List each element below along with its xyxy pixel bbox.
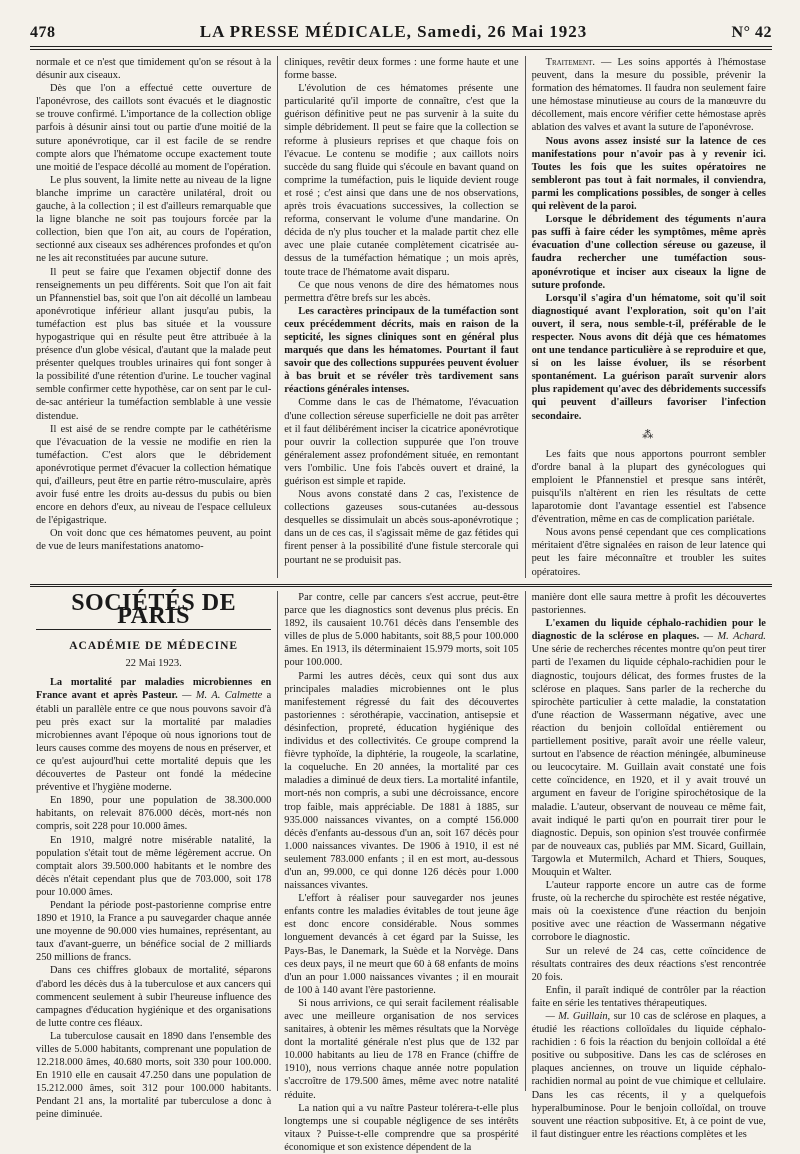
- paragraph: Le plus souvent, la limite nette au niveau de la ligne blanche imprime un caractère unilatéral, droit ou gauche, à la collection ; il est d'ailleurs remarquable que la ligne blanche ne soit pas toujours forcée par la collection, bien que l'on ait, au cours de l'opération, sectionné aux ciseaux ses adhérences profondes et qu'on ne les ait reconstituées par aucune suture.: [36, 174, 272, 265]
- author: — M. Achard.: [699, 631, 766, 643]
- subsection-heading: La mortalité par maladies microbiennes en France avant et après Pasteur.: [36, 677, 272, 702]
- academy-heading: ACADÉMIE DE MÉDECINE: [69, 640, 239, 653]
- paragraph: La nation qui a vu naître Pasteur tolérera-t-elle plus longtemps une si coupable négligence de ses intérêts vitaux ? Puisse-t-elle comprendre que sa prospérité économique et son existence dépendent de la: [284, 1102, 519, 1153]
- paragraph: normale et ce n'est que timidement qu'on se résout à la désunir aux ciseaux.: [36, 57, 272, 82]
- paragraph: La tuberculose causait en 1890 dans l'ensemble des villes de 5.000 habitants, comprenant une population de 12.218.000 âmes, 40.680 morts, soit 330 pour 100.000. En 1910 elle en causait 47.250 dans une population de 15.212.000 âmes, soit 312 pour 100.000 habitants. Pendant 21 ans, la mortalité par tuberculose a donc à peine diminuée.: [36, 1030, 272, 1121]
- paragraph: Sur un relevé de 24 cas, cette coïncidence de résultats contraires des deux réactions s'est rencontrée 20 fois.: [531, 945, 766, 983]
- paragraph: cliniques, revêtir deux formes : une forme haute et une forme basse.: [284, 57, 519, 82]
- page-number: 478: [30, 24, 56, 41]
- section-title: SOCIÉTÉS DE PARIS: [36, 597, 271, 630]
- upper-column-3: [525, 56, 772, 578]
- paragraph: Lorsqu'il s'agira d'un hématome, soit qu'il soit diagnostiqué avant l'exploration, soit qu'on l'ait ouvert, il sera, nous semble-t-il, préférable de le respecter. Nous avons dit déjà que ces hématomes ont une tendance particulière à se reproduire et que, si on les laisse évoluer, ils se résorbent spontanément. La guérison paraît survenir alors plus rapidement qu'avec des débridements successifs qui peuvent d'ailleurs favoriser l'infection secondaire.: [531, 292, 766, 422]
- paragraph: Nous avons pensé cependant que ces complications méritaient d'être signalées en raison de leur latence qui peut les faire méconnaître et troubler les suites opératoires.: [531, 527, 766, 578]
- paragraph: Nous avons assez insisté sur la latence de ces manifestations pour n'avoir pas à y revenir ici. Toutes les fois que les suites opératoires ne sembleront pas tout à fait normales, il conviendra, parmi les complications possibles, de songer à celles qui relèvent de la paroi.: [531, 135, 766, 213]
- upper-column-2: [277, 56, 524, 578]
- session-date: 22 Mai 1923.: [125, 658, 182, 670]
- newspaper-page: [30, 22, 772, 1153]
- paragraph: L'effort à réaliser pour sauvegarder nos jeunes enfants contre les maladies évitables de tout jeune âge est donc encore considérable. Nous sommes longuement devancés à cet égard par la Suisse, les Pays-Bas, le Danemark, la Suède et la Norvège. Dans ces deux pays, il ne meurt que 60 à 68 enfants de moins d'un an pour 1.000 naissances vivantes ; il en mourait de 100 à 140 avant l'ère pastorienne.: [284, 893, 519, 996]
- paragraph: Pendant la période post-pastorienne comprise entre 1890 et 1910, la France a pu sauvegarder chaque année une moyenne de 90.000 vies humaines, représentant, au taux d'avant-guerre, un bénéfice social de 2 milliards 250 millions de francs.: [36, 899, 272, 964]
- lower-column-1: [30, 590, 277, 1121]
- issue-number: N° 42: [731, 24, 772, 41]
- paragraph: [36, 676, 271, 794]
- article-lower: [30, 590, 772, 1153]
- paragraph: Dès que l'on a effectué cette ouverture de l'aponévrose, des caillots sont évacués et le diagnostic se trouve confirmé. L'importance de la collection oblige parfois à désunir ainsi tout ou partie d'une moitié de la suture aponévrotique, car il est facile de se rendre compte alors que l'hématome occupe exactement toute une moitié de l'espace décollé au moment de l'opération.: [36, 83, 272, 173]
- paragraph-text: Une série de recherches récentes montre qu'on peut tirer parti de l'examen du liquide céphalo-rachidien pour le diagnostic, toujours délicat, des formes frustes de la sclérose en plaques. Sans parler de la recherche du spirochète particulier à cette maladie, la constatation d'une réaction de Wassermann négative, avec une réaction du benjoin colloïdal entièrement ou partiellement positive, paraît avoir une réelle valeur, surtout en l'absence de réaction méningée, albumineuse ou leucocytaire. M. Guillain avait constaté une fois cette coïncidence, en 1920, et il y avait trouvé un argument en faveur de l'origine spirochétosique de la maladie. L'auteur, observant de nouveau ce même fait, avait indiqué le parti qu'on en pourrait tirer pour le diagnostic. Depuis, son opinion s'est trouvée confirmée par de nouveaux cas, publiés par MM. Sicard, Guillain, Targowla et Mutermilch, Achard et Thiers, Souques, Mouquin et Walter.: [531, 644, 766, 878]
- paragraph: Lorsque le débridement des téguments n'aura pas suffi à faire céder les symptômes, même après évacuation d'une collection séreuse ou gazeuse, il faudra rechercher une tuméfaction sous-aponévrotique et inciser aux ciseaux la ligne de suture profonde.: [531, 214, 766, 291]
- section-lead: Traitement.: [545, 57, 595, 68]
- paragraph: [532, 617, 766, 879]
- author: — M. Guillain,: [545, 1011, 611, 1022]
- section-separator: [30, 584, 772, 587]
- paragraph: L'auteur rapporte encore un autre cas de forme fruste, où la recherche du spirochète est restée négative, mais où la coexistence d'une réaction du benjoin positive avec une réaction de Wassermann négative corrobore le diagnostic.: [531, 880, 766, 944]
- paragraph-text: sur 10 cas de sclérose en plaques, a étudié les réactions colloïdales du liquide céphalo-rachidien : 6 fois la réaction du benjoin colloïdal a été positive ou subpositive. Dans les cas de scléroses en plaques anciennes, on trouve un liquide céphalo-rachidien normal au point de vue chimique et cellulaire. Dans les cas récents, il y a quelquefois hyperalbuminose. Pour le benjoin colloïdal, on trouve souvent une réaction subpositive. Et, à ce point de vue, il faut distinguer entre les réactions complètes et les: [531, 1011, 766, 1140]
- paragraph: Parmi les autres décès, ceux qui sont dus aux principales maladies microbiennes ont le plus manifestement régressé du fait des découvertes pastoriennes : sérothérapie, vaccination, antisepsie et désinfection, propreté, éducation hygiénique des individus et des collectivités. Ce groupe comprend la fièvre typhoïde, la diphtérie, la rougeole, la scarlatine, la coqueluche. En 20 années, la mortalité par ces maladies a diminué de deux tiers. La mortalité infantile, mort-nés non compris, a subi une décroissance, encore trop faible, mais appréciable. De 1881 à 1885, sur 935.000 naissances vivantes, on a compté 156.000 décès d'enfants au-dessous d'un an, soit 167 décès pour 1.000 naissances vivantes. De 1906 à 1910, il est né seulement 783.000 enfants ; il en est mort, au-dessous d'un an, 99.000, ce qui donne 126 décès pour 1.000 naissances vivantes.: [284, 670, 519, 892]
- article-upper: [30, 56, 772, 578]
- paragraph: Il peut se faire que l'examen objectif donne des renseignements un peu différents. Soit que l'on ait fait un Pfannenstiel bas, soit que l'on ait décollé un lambeau aponévrotique inférieur allant jusqu'au pubis, la tuméfaction est plus bas située et la voussure hypogastrique qui en résulte peut être attribuée à la présence d'un globe vésical, d'autant que la malade peut présenter quelques troubles urinaires qui font songer à la possibilité d'une rétention d'urine. Le toucher vaginal semble confirmer cette hypothèse, car on sent par le cul-de-sac antérieur la tuméfaction semblable à une vessie distendue.: [36, 266, 272, 422]
- asterism: ⁂: [642, 428, 656, 441]
- paragraph-text: a établi un parallèle entre ce que nous pouvons savoir d'à peu près exact sur la mortalité par maladies microbiennes avant l'époque où nous ignorions tout de leurs causes comme des moyens de nous en préserver, et ce qu'est aujourd'hui cette mortalité depuis que les découvertes de Pasteur ont fondé la médecine préventive et l'hygiène moderne.: [36, 690, 272, 794]
- upper-column-1: [30, 56, 277, 578]
- paragraph: Comme dans le cas de l'hématome, l'évacuation d'une collection séreuse superficielle ne doit pas arrêter et il faut délibérément inciser la cicatrice aponévrotique pour ouvrir la collection suppurée que l'on trouve généralement assez profondément située, en remontant vers l'ombilic. Une fois l'abcès ouvert et drainé, la guérison est simple et rapide.: [284, 397, 519, 487]
- paragraph: manière dont elle saura mettre à profit les découvertes pastoriennes.: [531, 592, 766, 617]
- paragraph: On voit donc que ces hématomes peuvent, au point de vue de leurs manifestations anatomo-: [36, 528, 272, 553]
- header-rule: [30, 46, 772, 50]
- lower-column-2: [277, 591, 524, 1153]
- paragraph: Si nous arrivions, ce qui serait facilement réalisable avec une meilleure organisation de nos services sanitaires, à obtenir les mêmes résultats que la Norvège dont la mortalité générale n'est plus que de 132 par 10.000 habitants au lieu de 178 en France (chiffre de 1910), nous verrions chaque année notre population s'accroître de 179.500 âmes, même avec notre natalité réduite.: [284, 997, 519, 1101]
- paragraph: L'évolution de ces hématomes présente une particularité qu'il importe de connaître, c'est que la guérison définitive peut ne pas survenir à la suite du simple débridement. Il peut se faire que la collection se reforme à plusieurs reprises et que chaque fois on l'évacue. Le contenu se modifie ; aux caillots noirs succède du sang fluide qui s'écoule en bavant quand on comprime la tuméfaction, puis le liquide devient rouge et rosé ; c'est ainsi que dans une de nos observations, après trois évacuations successives, la collection se reforma, conservant le volume d'une mandarine. On décida de n'y plus toucher et la malade partit chez elle avec une plaie cutanée complètement cicatrisée au-dessus de la tuméfaction hématique ; un mois après, toute trace de l'hématome avait disparu.: [284, 83, 519, 278]
- paragraph: Dans ces chiffres globaux de mortalité, séparons d'abord les décès dus à la tuberculose et aux cancers qui commencent seulement à subir l'heureuse influence des campagnes d'éducation hygiénique et des organisations de lutte contre ces fléaux.: [36, 965, 272, 1029]
- paragraph: En 1910, malgré notre misérable natalité, la population s'était tout de même légèrement accrue. On comptait alors 39.500.000 habitants et le nombre des décès n'était cependant plus que de 703.000, soit 178 pour 10.000 âmes.: [36, 834, 272, 898]
- paragraph: Les caractères principaux de la tuméfaction sont ceux précédemment décrits, mais en raison de la septicité, les signes cliniques sont en général plus marqués que dans les hématomes. Pourtant il faut savoir que des collections suppurées peuvent évoluer à bas bruit et se révéler très tardivement sans réactions générales intenses.: [284, 305, 519, 396]
- paragraph: Par contre, celle par cancers s'est accrue, peut-être parce que les diagnostics sont devenus plus précis. En 1892, ils causaient 10.761 décès dans l'ensemble des villes de plus de 5.000 habitants, soit 88,5 pour 100.000 âmes. En 1913, ils déterminaient 15.979 morts, soit 105 pour 100.000.: [284, 592, 519, 669]
- paragraph: [532, 56, 766, 135]
- paragraph: En 1890, pour une population de 38.300.000 habitants, on relevait 876.000 décès, mort-nés non compris, soit 228 pour 10.000 âmes.: [36, 795, 272, 833]
- paragraph: [532, 1010, 766, 1141]
- paragraph: Nous avons constaté dans 2 cas, l'existence de collections gazeuses sous-cutanées au-dessous desquelles se dissimulait un abcès sous-aponévrotique ; dans un de ces cas, il s'agissait même de gaz fétides qui firent penser à la possibilité d'une fistule stercorale qui pourtant ne se produisit pas.: [284, 489, 519, 566]
- publication-title: LA PRESSE MÉDICALE, Samedi, 26 Mai 1923: [199, 22, 588, 41]
- lower-column-3: [525, 591, 772, 1140]
- paragraph: Enfin, il paraît indiqué de contrôler par la réaction faite en série les tentatives thérapeutiques.: [531, 984, 766, 1009]
- paragraph: Les faits que nous apportons pourront sembler d'ordre banal à la plupart des gynécologues qui emploient le Pfannenstiel et presque sans intérêt, puisqu'ils n'altèrent en rien les résultats de cette laparotomie dont l'avantage essentiel est l'absence d'éventration, même en cas de complication pariétale.: [531, 448, 766, 526]
- subsection-heading: L'examen du liquide céphalo-rachidien pour le diagnostic de la sclérose en plaques.: [531, 618, 766, 643]
- paragraph: Il est aisé de se rendre compte par le cathétérisme que l'évacuation de la vessie ne modifie en rien la tuméfaction. C'est alors que le débridement aponévrotique permet d'évacuer la collection hématique qui, d'ailleurs, peut être en partie rétro-musculaire, après avoir fusé entre les droits au-dessus du pubis ou bien encore en dehors d'eux, au niveau de l'espace celluleux de l'épigastrique.: [36, 423, 272, 527]
- paragraph-text: — Les soins apportés à l'hémostase peuvent, dans la mesure du possible, prévenir la formation des hématomes. Il faudra non seulement faire une hémostase minutieuse au cours de la manœuvre du décollement, mais encore vérifier cette hémostase après ablation des valves et avant la suture de l'aponévrose.: [531, 57, 766, 134]
- page-header: [30, 22, 772, 46]
- author: — M. A. Calmette: [177, 690, 263, 702]
- paragraph: Ce que nous venons de dire des hématomes nous permettra d'être brefs sur les abcès.: [284, 279, 519, 304]
